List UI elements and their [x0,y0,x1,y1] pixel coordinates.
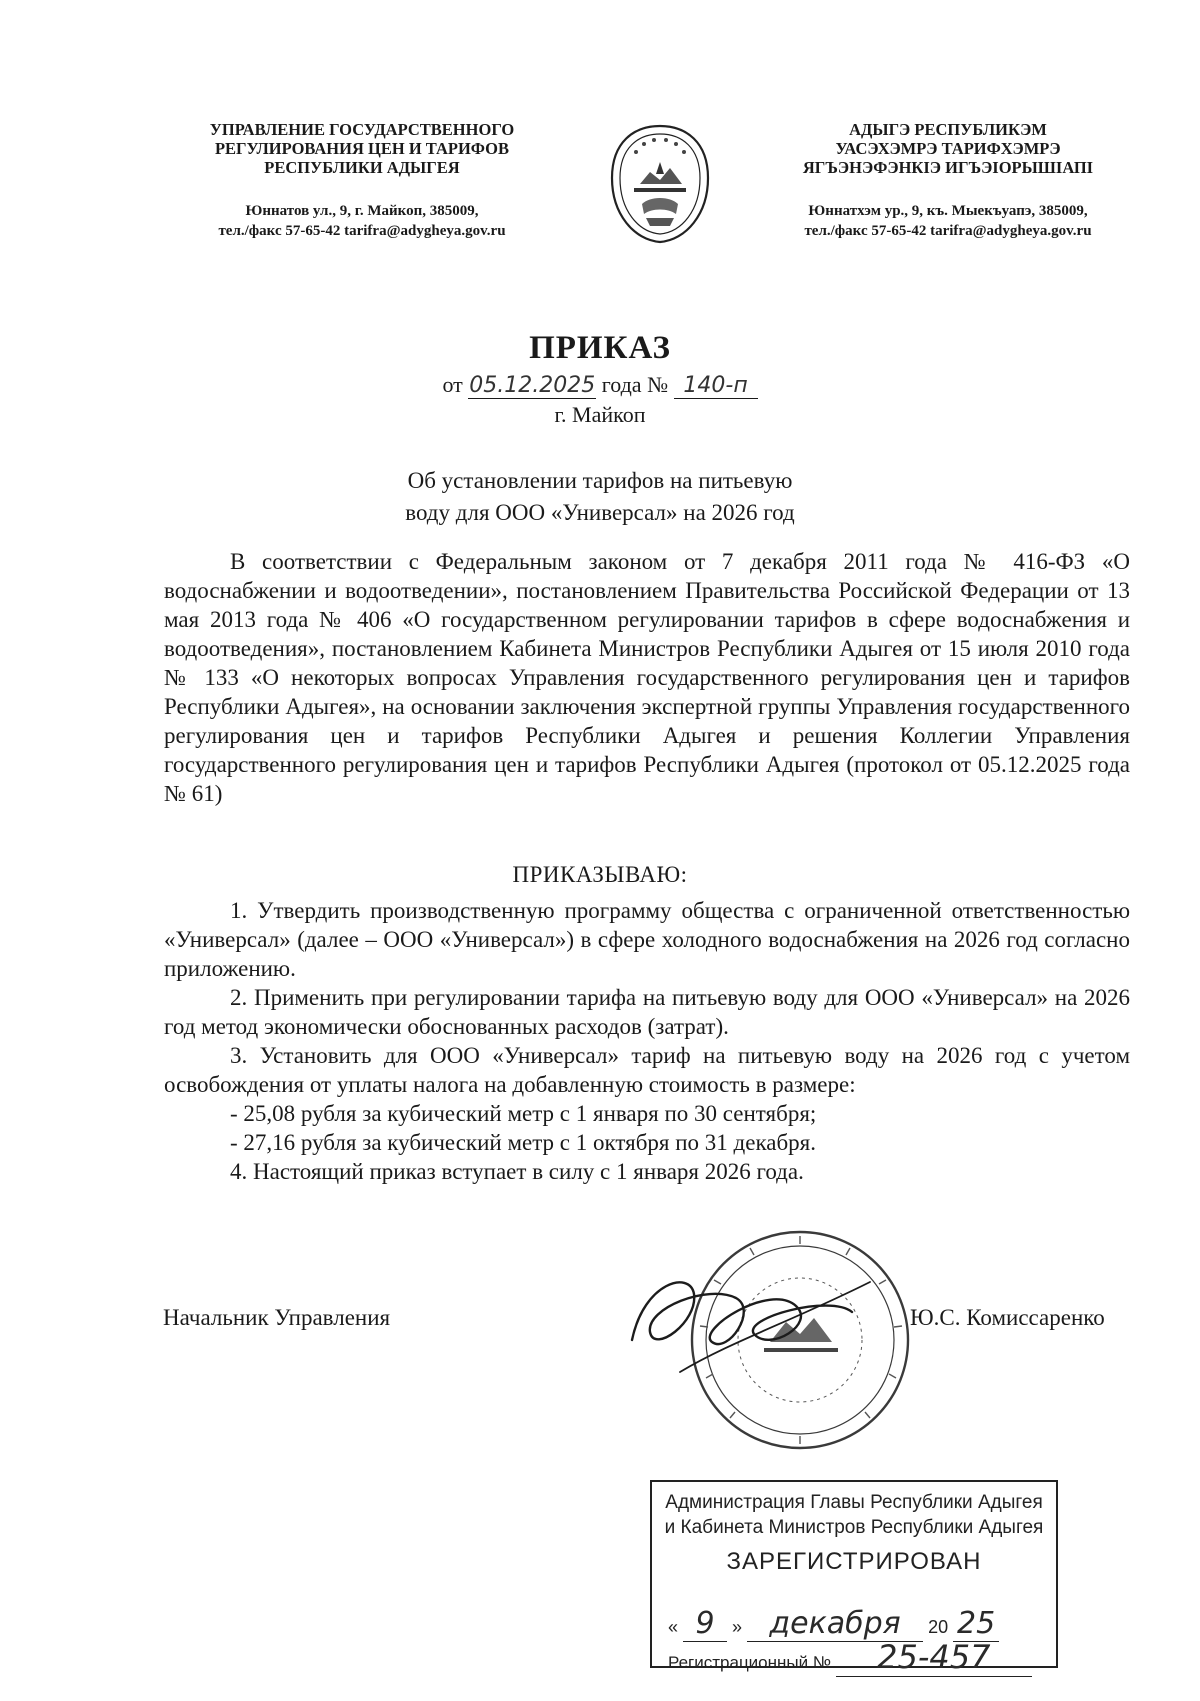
header-left-address [168,201,556,241]
date-number-line [0,372,1200,399]
document-title: ПРИКАЗ [529,330,671,366]
registration-day: 9 [683,1606,727,1642]
registration-number-label: Регистрационный № [668,1653,832,1672]
header-right-address [758,201,1138,241]
order-item-1: 1. Утвердить производственную программу общества с ограниченной ответственностью «Универсал» (далее – ООО «Универсал») в сфере холодного водоснабжения на 2026 год согласно приложению. [164,898,1130,981]
coat-of-arms-icon [606,122,714,246]
registration-org [652,1490,1056,1540]
header-left-line3: РЕСПУБЛИКИ АДЫГЕЯ [264,158,460,177]
registration-number: 25-457 [836,1638,1032,1677]
official-seal-icon [620,1222,940,1462]
preamble-paragraph: В соответствии с Федеральным законом от 7 декабря 2011 года № 416-ФЗ «О водоснабжении и водоотведении», постановлением Правительства Российской Федерации от 13 мая 2013 года № 406 «О государственном регулировании тарифов в сфере водоснабжения и водоотведения», постановлением Кабинета Министров Республики Адыгея от 15 июля 2010 года № 133 «О некоторых вопросах Управления государственного регулирования цен и тарифов Республики Адыгея», на основании заключения экспертной группы Управления государственного регулирования цен и тарифов Республики Адыгея и решения Коллегии Управления государственного регулирования цен и тарифов Республики Адыгея (протокол от 05.12.2025 года № 61) [164,549,1130,806]
date-mid: года № [601,372,669,397]
registration-stamp [650,1480,1058,1676]
order-item-3: 3. Установить для ООО «Универсал» тариф на питьевую воду на 2026 год с учетом освобождения от уплаты налога на добавленную стоимость в размере: [164,1043,1130,1097]
order-number: 140-п [674,373,758,399]
order-word: ПРИКАЗЫВАЮ: [512,862,688,887]
date-value: 05.12.2025 [469,373,596,398]
signatory-name: Ю.С. Комиссаренко [910,1305,1105,1330]
header-left-address1: Юннатов ул., 9, г. Майкоп, 385009, [245,203,479,219]
registration-number-line [668,1638,1032,1677]
registration-date-line [668,1606,999,1642]
header-right-address2: тел./факс 57-65-42 tarifra@adygheya.gov.ru [804,223,1092,239]
registration-status: ЗАРЕГИСТРИРОВАН [726,1548,982,1575]
header-right-line1: АДЫГЭ РЕСПУБЛИКЭМ [849,120,1047,139]
header-right [758,120,1138,241]
header-right-line2: УАСЭХЭМРЭ ТАРИФХЭМРЭ [835,139,1061,158]
order-item-2: 2. Применить при регулировании тарифа на питьевую воду для ООО «Универсал» на 2026 год метод экономически обоснованных расходов (затрат). [164,985,1130,1039]
date-prefix: от [442,372,463,397]
registration-month: декабря [747,1606,923,1642]
registration-org-line1: Администрация Главы Республики Адыгея [665,1492,1043,1513]
header-right-line3: ЯГЪЭНЭФЭНКIЭ ИГЪЭIОРЫШIАПI [802,158,1094,177]
subject-line2: воду для ООО «Универсал» на 2026 год [405,500,795,525]
subject-line1: Об установлении тарифов на питьевую [407,468,793,493]
header-right-address1: Юннатхэм ур., 9, къ. Мыекъуапэ, 385009, [808,203,1088,219]
document-subject [0,465,1200,529]
header-left-line2: РЕГУЛИРОВАНИЯ ЦЕН И ТАРИФОВ [214,139,510,158]
header-left-address2: тел./факс 57-65-42 tarifra@adygheya.gov.ru [218,223,506,239]
year-prefix: 20 [928,1617,949,1637]
quote-open: « [668,1617,679,1637]
header-left [168,120,556,241]
tariff-line-1: - 25,08 рубля за кубический метр с 1 января по 30 сентября; [230,1101,817,1126]
order-item-4: 4. Настоящий приказ вступает в силу с 1 января 2026 года. [230,1159,804,1184]
signatory-position: Начальник Управления [163,1305,391,1330]
header-left-line1: УПРАВЛЕНИЕ ГОСУДАРСТВЕННОГО [209,120,515,139]
city: г. Майкоп [554,402,646,427]
registration-org-line2: и Кабинета Министров Республики Адыгея [664,1517,1044,1538]
registration-year: 25 [953,1606,999,1642]
quote-close: » [732,1617,743,1637]
order-items [164,896,1130,1186]
tariff-line-2: - 27,16 рубля за кубический метр с 1 октября по 31 декабря. [230,1130,817,1155]
